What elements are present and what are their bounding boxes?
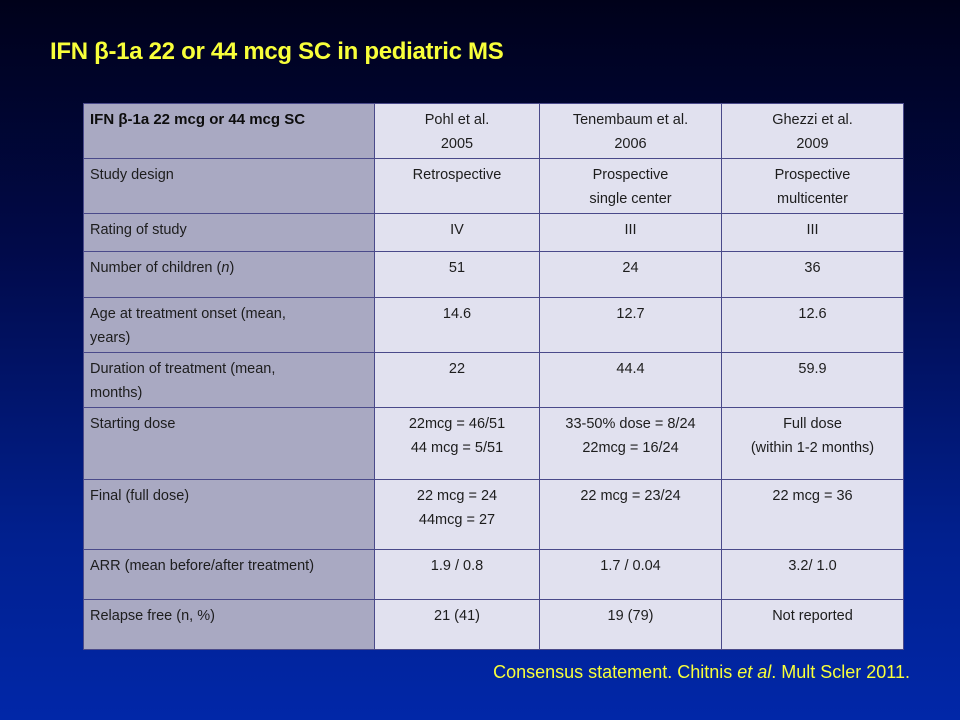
slide-title: IFN β-1a 22 or 44 mcg SC in pediatric MS [50,38,504,65]
table-body [84,104,904,650]
cell-value: III [624,222,637,238]
row-label: Study design [90,167,174,183]
table-row [84,408,904,480]
cell-value: 22 mcg = 23/24 [580,488,681,504]
value-cell [722,408,904,480]
cell-value: 33-50% dose = 8/24 [565,416,696,432]
value-cell [375,550,540,600]
header-study-ghezzi [722,104,904,159]
table-row [84,298,904,353]
cell-value: 59.9 [798,361,827,377]
cell-value: 21 (41) [434,608,480,624]
value-cell [540,298,722,353]
cell-value: (within 1-2 months) [750,440,875,456]
cell-value: single center [589,191,672,207]
row-label-cell [84,550,375,600]
value-cell [722,550,904,600]
comparison-table-container [83,103,903,650]
study-year: 2009 [796,136,829,152]
value-cell [375,408,540,480]
value-cell [375,252,540,298]
value-cell [540,214,722,252]
cell-value: Full dose [783,416,842,432]
table-row [84,600,904,650]
value-cell [722,159,904,214]
value-cell [540,252,722,298]
table-row [84,214,904,252]
table-row [84,353,904,408]
header-study-pohl [375,104,540,159]
study-year: 2006 [614,136,647,152]
cell-value: IV [450,222,464,238]
value-cell [540,550,722,600]
value-cell [375,480,540,550]
cell-value: Prospective [774,167,851,183]
cell-value: 12.7 [616,306,645,322]
comparison-table [83,103,904,650]
row-label-cell [84,298,375,353]
study-author: Ghezzi et al. [772,112,853,128]
row-label: Starting dose [90,416,176,432]
cell-value: 44.4 [616,361,645,377]
value-cell [540,159,722,214]
cell-value: 1.7 / 0.04 [600,558,661,574]
row-label: Relapse free (n, %) [90,608,215,624]
cell-value: Not reported [772,608,853,624]
cell-value: 22 [448,361,466,377]
table-header-row [84,104,904,159]
value-cell [375,159,540,214]
value-cell [375,353,540,408]
citation-text: Consensus statement. Chitnis [493,662,738,682]
row-label-cell [84,159,375,214]
row-label: Age at treatment onset (mean, [90,306,286,322]
value-cell [722,353,904,408]
row-label-cell [84,600,375,650]
table-row [84,550,904,600]
header-study-tenembaum [540,104,722,159]
citation-journal: . Mult Scler 2011. [771,662,910,682]
row-label: months) [90,385,143,401]
value-cell [722,252,904,298]
value-cell [375,298,540,353]
value-cell [540,408,722,480]
cell-value: 51 [448,260,466,276]
cell-value: 44mcg = 27 [418,512,496,528]
value-cell [540,600,722,650]
cell-value: 3.2/ 1.0 [788,558,837,574]
value-cell [722,600,904,650]
citation-footer [493,662,910,683]
cell-value: 19 (79) [607,608,654,624]
table-row [84,159,904,214]
row-label: Final (full dose) [90,488,190,504]
study-year: 2005 [440,136,474,152]
study-author: Pohl et al. [424,112,490,128]
cell-value: Retrospective [412,167,502,183]
cell-value: 14.6 [442,306,472,322]
row-label: Rating of study [90,222,187,238]
cell-value: 22mcg = 16/24 [582,440,679,456]
value-cell [722,298,904,353]
row-label: ARR (mean before/after treatment) [90,558,315,574]
header-label-cell [84,104,375,159]
value-cell [722,480,904,550]
value-cell [540,353,722,408]
row-label-cell [84,214,375,252]
study-author: Tenembaum et al. [572,112,689,128]
header-label: IFN β-1a 22 mcg or 44 mcg SC [90,111,306,128]
row-label-cell [84,480,375,550]
value-cell [540,480,722,550]
cell-value: 22mcg = 46/51 [408,416,506,432]
cell-value: Prospective [592,167,669,183]
cell-value: 22 mcg = 36 [772,488,853,504]
table-row [84,252,904,298]
value-cell [375,214,540,252]
cell-value: multicenter [777,191,848,207]
cell-value: 24 [622,260,639,276]
value-cell [722,214,904,252]
citation-italic: et al [737,662,772,682]
row-label: Number of children (n) [90,260,235,276]
cell-value: 12.6 [798,306,827,322]
row-label-cell [84,252,375,298]
cell-value: 44 mcg = 5/51 [410,440,504,456]
row-label-cell [84,353,375,408]
cell-value: 36 [804,260,821,276]
cell-value: III [806,222,819,238]
row-label: Duration of treatment (mean, [90,361,276,377]
row-label-cell [84,408,375,480]
table-row [84,480,904,550]
value-cell [375,600,540,650]
cell-value: 1.9 / 0.8 [430,558,484,574]
row-label: years) [90,330,131,346]
cell-value: 22 mcg = 24 [416,488,498,504]
